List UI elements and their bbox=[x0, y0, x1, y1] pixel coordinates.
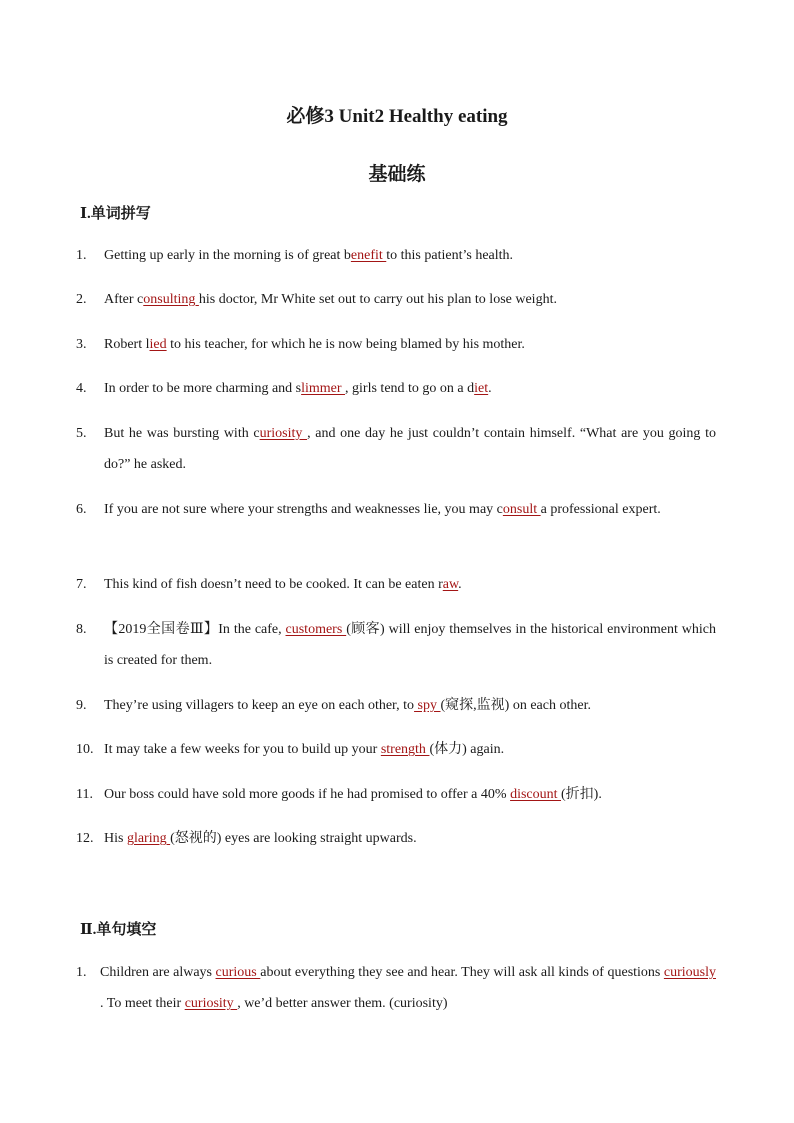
item-text: His glaring (怒视的) eyes are looking straight upwards. bbox=[104, 831, 417, 846]
item-number: 10. bbox=[76, 742, 94, 757]
item-text: 【2019全国卷Ⅲ】In the cafe, customers (顾客) will enjoy themselves in the historical environment which is created for them. bbox=[104, 622, 716, 668]
item-number: 4. bbox=[76, 381, 87, 396]
item-text: Robert lied to his teacher, for which he is now being blamed by his mother. bbox=[104, 337, 525, 352]
answer: aw bbox=[442, 577, 459, 592]
item-number: 2. bbox=[76, 292, 87, 307]
answer: glaring bbox=[126, 831, 171, 846]
answer: curious bbox=[215, 965, 261, 980]
answer: customers bbox=[285, 622, 347, 637]
item-text: They’re using villagers to keep an eye on each other, to spy (窥探,监视) on each other. bbox=[104, 698, 591, 713]
answer: strength bbox=[380, 742, 430, 757]
document-title: 必修3 Unit2 Healthy eating bbox=[286, 106, 508, 127]
item-number: 3. bbox=[76, 337, 87, 352]
item-text: If you are not sure where your strengths and weaknesses lie, you may consult a professional expert. bbox=[104, 502, 661, 517]
item-text: After consulting his doctor, Mr White set out to carry out his plan to lose weight. bbox=[104, 292, 557, 307]
item-text: In order to be more charming and slimmer , girls tend to go on a diet. bbox=[104, 381, 492, 396]
item-number: 7. bbox=[76, 577, 87, 592]
document-subtitle: 基础练 bbox=[368, 164, 426, 185]
answer: curiously bbox=[663, 965, 716, 980]
answer: iet bbox=[474, 381, 489, 396]
item-text: Our boss could have sold more goods if he had promised to offer a 40% discount (折扣). bbox=[104, 787, 602, 802]
answer: onsult bbox=[502, 502, 541, 517]
item-number: 5. bbox=[76, 426, 87, 441]
section-heading-spelling: Ⅰ.单词拼写 bbox=[80, 206, 151, 222]
answer: ied bbox=[149, 337, 167, 352]
item-text: But he was bursting with curiosity , and one day he just couldn’t contain himself. “What are you going to do?” he asked. bbox=[104, 426, 716, 472]
item-number: 12. bbox=[76, 831, 94, 846]
item-number: 1. bbox=[76, 965, 87, 980]
answer: onsulting bbox=[143, 292, 199, 307]
answer: spy bbox=[414, 698, 441, 713]
answer: curiosity bbox=[184, 996, 238, 1011]
answer: limmer bbox=[301, 381, 346, 396]
answer: enefit bbox=[350, 248, 387, 263]
item-number: 8. bbox=[76, 622, 87, 637]
item-text: Getting up early in the morning is of great benefit to this patient’s health. bbox=[104, 248, 514, 263]
answer: discount bbox=[510, 787, 562, 802]
section-heading-fill-in: Ⅱ.单句填空 bbox=[80, 922, 157, 938]
item-text: This kind of fish doesn’t need to be cooked. It can be eaten raw. bbox=[104, 577, 462, 592]
item-number: 11. bbox=[76, 787, 93, 802]
item-number: 9. bbox=[76, 698, 87, 713]
item-text: Children are always curious about everything they see and hear. They will ask all kinds of questions curiously . To meet their curiosity , we’d better answer them. (curiosity) bbox=[100, 965, 716, 1011]
item-text: It may take a few weeks for you to build up your strength (体力) again. bbox=[104, 742, 505, 757]
item-number: 1. bbox=[76, 248, 87, 263]
answer: uriosity bbox=[259, 426, 308, 441]
item-number: 6. bbox=[76, 502, 87, 517]
